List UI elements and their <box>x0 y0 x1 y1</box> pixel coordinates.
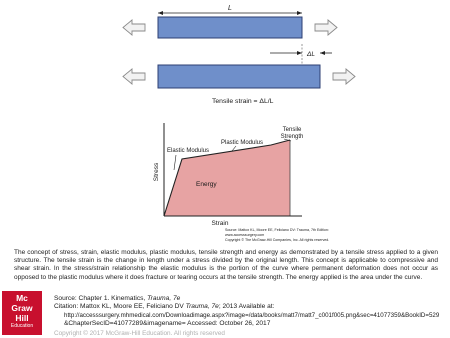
pull-right-arrow-icon <box>315 20 337 35</box>
elastic-modulus-label: Elastic Modulus <box>167 148 210 154</box>
elastic-modulus-pointer <box>174 155 176 170</box>
energy-label: Energy <box>196 181 217 188</box>
strain-axis-label: Strain <box>211 220 229 227</box>
dimension-arrowhead-left <box>158 11 163 15</box>
stretched-specimen-bar <box>158 65 320 88</box>
figure-caption: The concept of stress, strain, elastic modulus, plastic modulus, tensile strength and energy as demonstrated by a tensile stress applied to a given structure. The tensile strain is the change in length under a stress divided by the original length. This concept is applicable to compressive and shear strain. In the stress/strain relationship the elastic modulus is the portion of the curve where permanent deformation does not occur as opposed to the plastic modulus where it does fracture or tearing occurs at the tensile strength. The energy applied is the area under the curve. <box>14 249 438 281</box>
logo-line-2: Graw <box>11 303 33 313</box>
figure-source-line-1: Source: Mattox KL, Moore EE, Feliciano DV: Trauma, 7th Edition: <box>225 228 329 232</box>
tensile-strength-label-2: Strength <box>280 134 304 140</box>
source-prefix: Source: Chapter 1. Kinematics, <box>54 295 148 302</box>
copyright-notice: Copyright © 2017 McGraw-Hill Education. All rights reserved <box>54 330 225 337</box>
pull-left-arrow-icon-2 <box>123 69 145 84</box>
logo-line-4: Education <box>10 323 34 329</box>
pull-right-arrow-icon-2 <box>333 69 355 84</box>
logo-line-1: Mc <box>16 293 28 303</box>
length-label: L <box>228 5 232 12</box>
figure-source-line-2: www.accesssurgery.com <box>225 233 265 237</box>
citation-block <box>54 295 446 329</box>
delta-arrowhead-in <box>297 51 302 55</box>
citation-url-line-1[interactable]: http://accesssurgery.mhmedical.com/Downloadimage.aspx?image=/data/books/matt7/matt7_c001f005.png&sec=41077359&BookID=529 <box>64 311 440 319</box>
mcgraw-hill-logo <box>2 291 42 335</box>
tensile-strain-formula: Tensile strain = ΔL/L <box>212 98 274 105</box>
citation-line <box>54 303 446 311</box>
logo-line-3: Hill <box>15 313 29 323</box>
citation-prefix: Citation: Mattox KL, Moore EE, Feliciano DV <box>54 303 186 311</box>
tensile-strength-label-1: Tensile <box>282 127 302 133</box>
figure-source-line-3: Copyright © The McGraw-Hill Companies, Inc. All rights reserved. <box>225 238 330 242</box>
stress-axis-label: Stress <box>153 162 160 182</box>
plastic-modulus-label: Plastic Modulus <box>221 140 264 146</box>
pull-left-arrow-icon <box>123 20 145 35</box>
delta-length-label: ΔL <box>307 51 315 58</box>
source-book-title: Trauma, 7e <box>147 295 181 302</box>
dimension-arrowhead-right <box>297 11 302 15</box>
source-line <box>54 295 446 303</box>
citation-book-title: Trauma, 7e <box>185 303 219 311</box>
citation-suffix: ; 2013 Available at: <box>218 303 275 311</box>
citation-url-line-2[interactable]: &ChapterSecID=41077289&imagename= Accessed: October 26, 2017 <box>64 320 271 328</box>
original-specimen-bar <box>158 17 302 38</box>
